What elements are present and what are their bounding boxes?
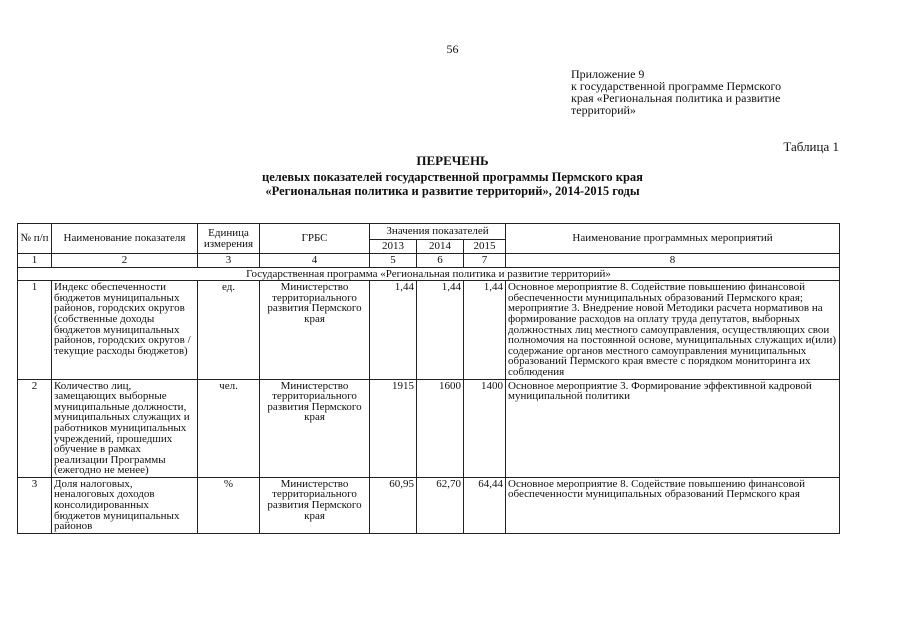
measures-cell: Основное мероприятие 3. Формирование эффективной кадровой муниципальной политики (506, 379, 840, 477)
value-2013: 60,95 (370, 477, 417, 533)
value-2014: 1600 (417, 379, 464, 477)
header-measures: Наименование программных мероприятий (506, 224, 840, 254)
colnum-cell: 2 (52, 254, 198, 268)
grbs-cell: Министерство территориального развития Пермского края (260, 477, 370, 533)
appendix-line-2: к государственной программе Пермского (571, 79, 782, 93)
header-year-2013: 2013 (370, 240, 417, 254)
grbs-cell: Министерство территориального развития Пермского края (260, 379, 370, 477)
table-row (18, 477, 840, 533)
measures-cell: Основное мероприятие 8. Содействие повышению финансовой обеспеченности муниципальных образований Пермского края; мероприятие 3. Внедрение новой Методики расчета нормативов на формирование расходов на оплату труда депутатов, выборных должностных лиц местного самоуправления, осуществляющих свои полномочия на постоянной основе, муниципальных служащих и(или) содержание органов местного самоуправления муниципальных образований Пермского края вместе с порядком мониторинга их соблюдения (506, 281, 840, 379)
indicator-name: Количество лиц, замещающих выборные муниципальные должности, муниципальных служащих и работников муниципальных учреждений, прошедших обучение в рамках реализации Программы (ежегодно не менее) (52, 379, 198, 477)
indicator-name: Индекс обеспеченности бюджетов муниципальных районов, городских округов (собственные доходы бюджетов муниципальных районов, городских округов / текущие расходы бюджетов) (52, 281, 198, 379)
appendix-line-1: Приложение 9 (571, 67, 645, 81)
value-2013: 1915 (370, 379, 417, 477)
document-subtitle (0, 170, 905, 198)
subtitle-line-2: «Региональная политика и развитие территорий», 2014-2015 годы (265, 184, 640, 198)
header-unit: Единица измерения (198, 224, 260, 254)
subtitle-line-1: целевых показателей государственной программы Пермского края (262, 170, 643, 184)
header-values: Значения показателей (370, 224, 506, 240)
value-2015: 1400 (464, 379, 506, 477)
colnum-cell: 6 (417, 254, 464, 268)
header-year-2014: 2014 (417, 240, 464, 254)
colnum-cell: 5 (370, 254, 417, 268)
colnum-cell: 8 (506, 254, 840, 268)
colnum-cell: 7 (464, 254, 506, 268)
indicators-table (17, 223, 840, 534)
value-2014: 1,44 (417, 281, 464, 379)
header-row-1 (18, 224, 840, 240)
colnum-cell: 1 (18, 254, 52, 268)
colnum-cell: 3 (198, 254, 260, 268)
value-2013: 1,44 (370, 281, 417, 379)
table-label: Таблица 1 (783, 139, 839, 154)
appendix-line-4: территорий» (571, 103, 636, 117)
header-name: Наименование показателя (52, 224, 198, 254)
row-number: 3 (18, 477, 52, 533)
program-name: Государственная программа «Региональная политика и развитие территорий» (18, 267, 840, 281)
row-number: 1 (18, 281, 52, 379)
table-row (18, 379, 840, 477)
document-title: ПЕРЕЧЕНЬ (416, 153, 489, 168)
value-2015: 64,44 (464, 477, 506, 533)
appendix-note (571, 68, 871, 116)
column-number-row (18, 254, 840, 268)
page-number: 56 (446, 42, 459, 56)
program-row (18, 267, 840, 281)
appendix-line-3: края «Региональная политика и развитие (571, 91, 781, 105)
header-no: № п/п (18, 224, 52, 254)
value-2014: 62,70 (417, 477, 464, 533)
value-2015: 1,44 (464, 281, 506, 379)
unit-cell: ед. (198, 281, 260, 379)
unit-cell: % (198, 477, 260, 533)
table-row (18, 281, 840, 379)
header-year-2015: 2015 (464, 240, 506, 254)
grbs-cell: Министерство территориального развития Пермского края (260, 281, 370, 379)
row-number: 2 (18, 379, 52, 477)
colnum-cell: 4 (260, 254, 370, 268)
unit-cell: чел. (198, 379, 260, 477)
header-grbs: ГРБС (260, 224, 370, 254)
measures-cell: Основное мероприятие 8. Содействие повышению финансовой обеспеченности муниципальных образований Пермского края (506, 477, 840, 533)
indicator-name: Доля налоговых, неналоговых доходов консолидированных бюджетов муниципальных районов (52, 477, 198, 533)
